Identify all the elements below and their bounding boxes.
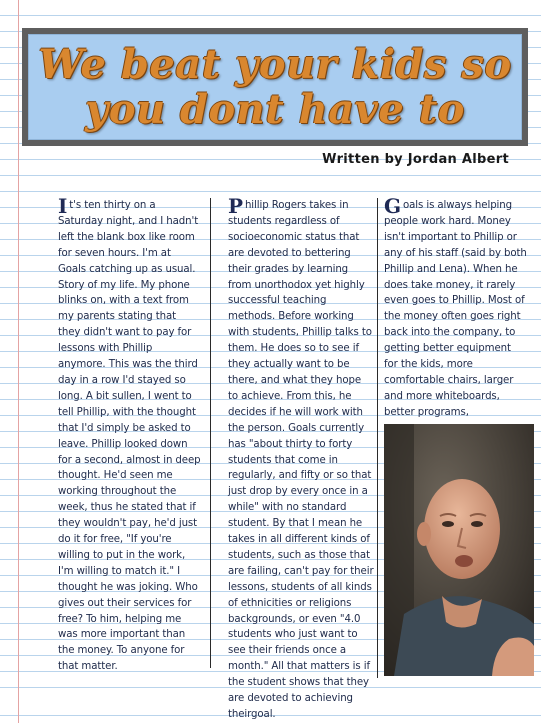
portrait-photo [384,424,534,676]
headline-banner [22,28,528,146]
byline: Written by Jordan Albert [322,152,509,167]
drop-cap: I [58,194,68,218]
drop-cap: P [228,194,243,218]
column-text: t's ten thirty on a Saturday night, and I hadn't left the blank box like room for seven hours. I'm at Goals catching up as usual. Story of my life. My phone blinks on, with a text from my parents stating that they didn't want to pay for lessons with Phillip anymore. This was the third day in a row I'd stayed so long. A bit sullen, I went to tell Phillip, with the thought that I'd simply be asked to leave. Phillip looked down for a second, almost in deep thought. He'd seen me working throughout the week, thus he stated that if they wouldn't pay, he'd just do it for free, "If you're willing to put in the work, I'm willing to match it." I thought he was joking. Who gives out their services for free? To him, helping me was more important than the money. To anyone for that matter. [58,200,201,673]
column-text: hillip Rogers takes in students regardless of socioeconomic status that are devoted to bettering their grades by learning from unorthodox yet highly successful teaching methods. Before working with students, Phillip talks to them. He does so to see if they actually want to be there, and what they hope to achieve. From this, he decides if he will work with the person. Goals currently has "about thirty to forty students that come in regularly, and fifty or so that just drop by every once in a while" with no standard student. By that I mean he takes in all different kinds of students, such as those that are failing, can't pay for their lessons, students of all kinds of ethnicities or religions backgrounds, or even "4.0 students who just want to see their friends once a month." All that matters is if the student shows that they are devoted to achieving theirgoal. [228,200,374,720]
drop-cap: G [384,194,401,218]
headline [28,42,522,132]
article-column-3 [384,194,527,421]
column-divider-2 [377,198,378,678]
column-divider-1 [210,198,211,668]
column-text: oals is always helping people work hard. Money isn't important to Phillip or any of his staff (said by both Phillip and Lena). When he does take money, it rarely even goes to Phillip. Most of the money often goes right back into the company, to getting better equipment for the kids, more comfortable chairs, larger and more whiteboards, better programs, [384,200,527,418]
headline-line-2: you dont have to [85,86,465,133]
portrait-illustration [384,424,534,676]
article-column-1 [58,194,201,675]
headline-line-1: We beat your kids so [38,41,512,88]
article-column-2 [228,194,374,723]
